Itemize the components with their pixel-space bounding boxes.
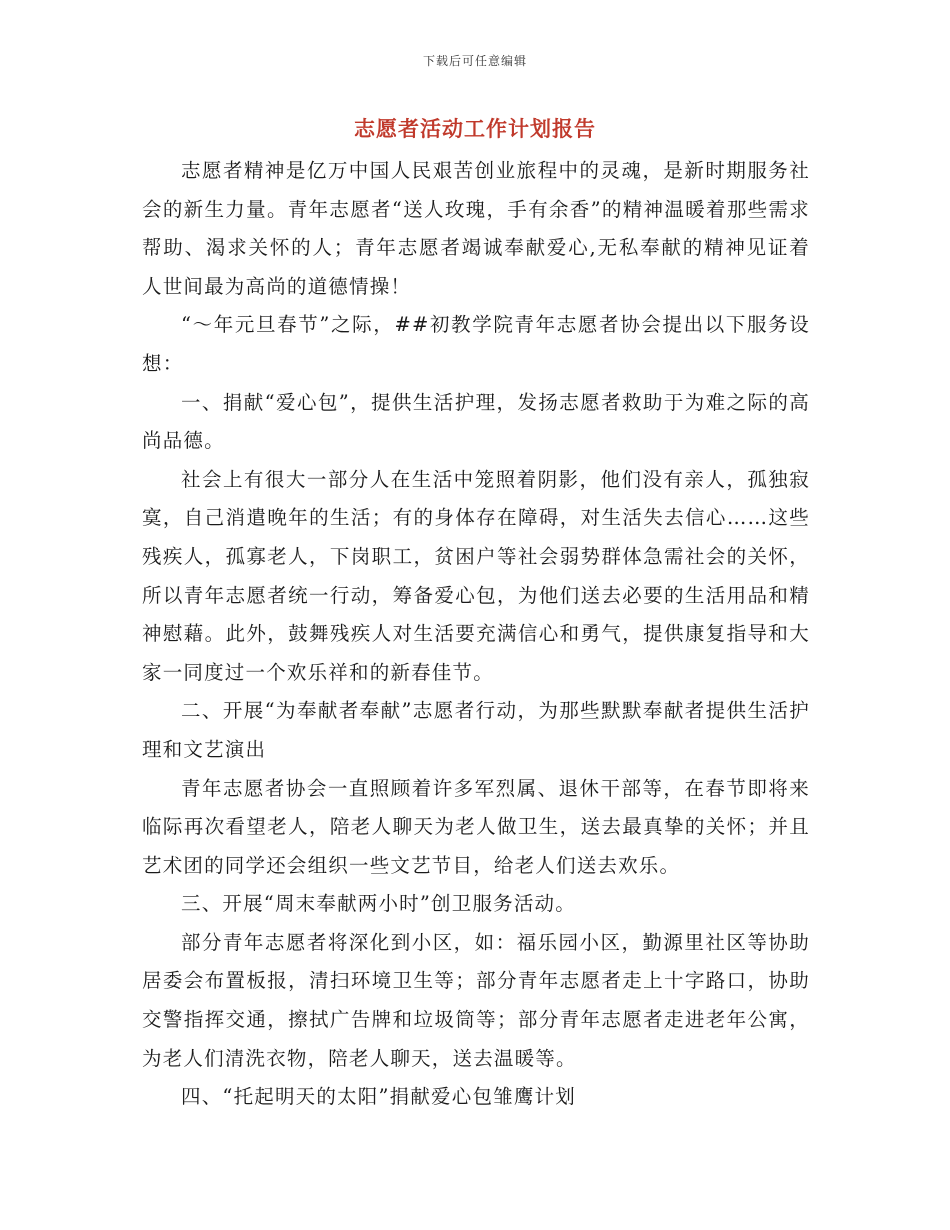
document-body xyxy=(142,152,810,1117)
paragraph: “～年元旦春节”之际，##初教学院青年志愿者协会提出以下服务设想： xyxy=(142,313,810,375)
document-title: 志愿者活动工作计划报告 xyxy=(354,116,596,141)
header-note: 下载后可任意编辑 xyxy=(422,54,527,68)
section-heading: 二、开展“为奉献者奉献”志愿者行动，为那些默默奉献者提供生活护理和文艺演出 xyxy=(142,699,810,761)
section-heading: 三、开展“周末奉献两小时”创卫服务活动。 xyxy=(181,892,576,916)
paragraph: 青年志愿者协会一直照顾着许多军烈属、退休干部等，在春节即将来临际再次看望老人，陪老人聊天为老人做卫生，送去最真挚的关怀；并且艺术团的同学还会组织一些文艺节目，给老人们送去欢乐。 xyxy=(142,776,810,877)
section-heading: 一、捐献“爱心包”，提供生活护理，发扬志愿者救助于为难之际的高尚品德。 xyxy=(142,390,810,453)
paragraph: 志愿者精神是亿万中国人民艰苦创业旅程中的灵魂，是新时期服务社会的新生力量。青年志愿者“送人玫瑰，手有余香”的精神温暖着那些需求帮助、渴求关怀的人；青年志愿者竭诚奉献爱心,无私奉献的精神见证着人世间最为高尚的道德情操！ xyxy=(142,159,810,298)
paragraph: 社会上有很大一部分人在生活中笼照着阴影，他们没有亲人，孤独寂寞，自己消遣晚年的生活；有的身体存在障碍，对生活失去信心……这些残疾人，孤寡老人，下岗职工，贫困户等社会弱势群体急需社会的关怀，所以青年志愿者统一行动，筹备爱心包，为他们送去必要的生活用品和精神慰藉。此外，鼓舞残疾人对生活要充满信心和勇气，提供康复指导和大家一同度过一个欢乐祥和的新春佳节。 xyxy=(142,467,810,684)
section-heading: 四、“托起明天的太阳”捐献爱心包雏鹰计划 xyxy=(181,1085,576,1109)
paragraph: 部分青年志愿者将深化到小区，如：福乐园小区，勤源里社区等协助居委会布置板报，清扫环境卫生等；部分青年志愿者走上十字路口，协助交警指挥交通，擦拭广告牌和垃圾筒等；部分青年志愿者走进老年公寓，为老人们清洗衣物，陪老人聊天，送去温暖等。 xyxy=(142,930,810,1070)
